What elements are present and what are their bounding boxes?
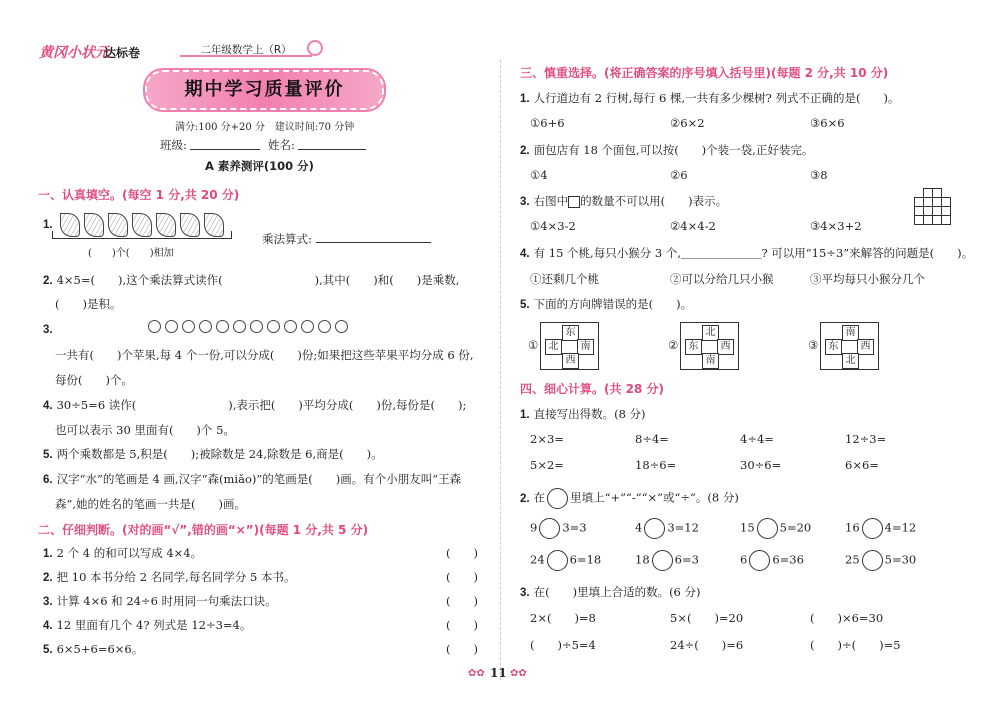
operator-item <box>635 518 699 539</box>
score-time: 满分:100 分+20 分 建议时间:70 分钟 <box>175 122 355 133</box>
q3-line2: 每份( )个。 <box>55 373 133 387</box>
q6-text: 汉字“水”的笔画是 4 画,汉字“森(miǎo)”的笔画是( )画。有个小朋友叫“王森 <box>56 472 462 486</box>
judgement-text: 2 个 4 的和可以写成 4×4。 <box>56 546 203 560</box>
apple-icon <box>165 320 178 333</box>
direction-sign <box>680 322 739 370</box>
s3-q4-number: 4. <box>520 248 530 260</box>
operator-circle[interactable] <box>757 518 778 539</box>
s3-q2-number: 2. <box>520 145 530 157</box>
direction-top: 东 <box>562 325 579 341</box>
choice-option[interactable]: ①6+6 <box>530 116 565 130</box>
grouping-bracket <box>52 231 232 239</box>
operator-item <box>530 550 601 571</box>
direction-left: 东 <box>685 339 702 355</box>
direction-sign <box>820 322 879 370</box>
judgement-text: 把 10 本书分给 2 名同学,每名同学分 5 本书。 <box>56 570 296 584</box>
s4-q1-text: 直接写出得数。(8 分) <box>533 407 646 421</box>
q5-number: 5. <box>43 449 53 461</box>
calc-item[interactable]: 6×6= <box>845 458 879 472</box>
calc-item[interactable]: 5×2= <box>530 458 564 472</box>
operand: 6 <box>740 552 748 567</box>
judgement-number: 3. <box>43 596 53 608</box>
choice-option[interactable]: ③4×3+2 <box>810 219 862 233</box>
operand-result: 5=20 <box>779 520 812 535</box>
q3-line1: 一共有( )个苹果,每 4 个一份,可以分成( )份;如果把这些苹果平均分成 6 份, <box>55 348 474 362</box>
answer-paren[interactable]: ( ) <box>446 570 478 584</box>
apple-icon <box>182 320 195 333</box>
direction-sign <box>540 322 599 370</box>
apple-icon <box>250 320 263 333</box>
q6-number: 6. <box>43 474 53 486</box>
q4-line1 <box>43 397 466 413</box>
fill-number-item[interactable]: ( )×6=30 <box>810 611 884 625</box>
q6-line1 <box>43 471 461 487</box>
judgement-number: 4. <box>43 620 53 632</box>
fill-number-item[interactable]: 24÷( )=6 <box>670 638 744 652</box>
grade-tag: 二年级数学上（R） <box>180 42 312 57</box>
s3-q3 <box>520 193 727 209</box>
s4-q2-pre: 在 <box>533 490 546 505</box>
operator-circle[interactable] <box>539 518 560 539</box>
s4-q3 <box>520 584 701 600</box>
s3-q4-text: 有 15 个桃,每只小猴分 3 个,＿＿＿＿＿＿＿? 可以用“15÷3”来解答的问题是( )。 <box>533 246 974 260</box>
calc-item[interactable]: 2×3= <box>530 432 564 446</box>
spiral-icon <box>307 40 323 56</box>
operator-item <box>845 550 916 571</box>
section2-title: 二、仔细判断。(对的画“√”,错的画“×”)(每题 1 分,共 5 分) <box>38 523 369 537</box>
apple-icon <box>233 320 246 333</box>
page-title: 期中学习质量评价 <box>184 79 345 100</box>
operator-item <box>530 518 587 539</box>
s3-q4 <box>520 245 973 261</box>
direction-left: 北 <box>545 339 562 355</box>
s3-q2 <box>520 142 813 158</box>
apple-icon <box>284 320 297 333</box>
direction-bottom: 西 <box>562 353 579 369</box>
fill-number-item[interactable]: ( )÷( )=5 <box>810 638 901 652</box>
s3-q2-text: 面包店有 18 个面包,可以按( )个装一袋,正好装完。 <box>533 143 814 157</box>
operand: 24 <box>530 552 545 567</box>
section4-title: 四、细心计算。(共 28 分) <box>520 382 665 396</box>
s3-q5 <box>520 296 692 312</box>
operand: 18 <box>635 552 650 567</box>
s4-q1 <box>520 406 646 422</box>
q6-line2: 森”,她的姓名的笔画一共是( )画。 <box>55 497 247 511</box>
square-icon <box>568 196 580 208</box>
s3-q1-text: 人行道边有 2 行树,每行 6 棵,一共有多少棵树? 列式不正确的是( )。 <box>533 91 900 105</box>
operand-result: 3=3 <box>562 520 587 535</box>
q4-text: 30÷5=6 读作( ),表示把( )平均分成( )份,每份是( ); <box>56 398 467 412</box>
s3-q5-text: 下面的方向牌错误的是( )。 <box>533 297 693 311</box>
choice-option[interactable]: ②6 <box>670 168 688 182</box>
operand: 4 <box>635 520 643 535</box>
s4-q1-number: 1. <box>520 409 530 421</box>
q1-formula-field[interactable] <box>316 230 431 243</box>
direction-right: 西 <box>717 339 734 355</box>
circle-icon <box>547 488 568 509</box>
judgement-item <box>43 617 251 633</box>
footer-ornament-left: ✿✿ <box>468 668 485 679</box>
direction-bottom: 南 <box>702 353 719 369</box>
operand: 15 <box>740 520 755 535</box>
operator-item <box>845 518 916 539</box>
grid-square <box>941 215 951 225</box>
sign-label[interactable]: ② <box>668 338 679 352</box>
q2-line1 <box>43 272 459 288</box>
q5-line <box>43 446 383 462</box>
operator-circle[interactable] <box>652 550 673 571</box>
brand-logo: 黄冈小状元 <box>39 45 109 61</box>
operand-result: 3=12 <box>667 520 699 535</box>
page-number: 11 <box>490 666 507 680</box>
subtitle: A 素养测评(100 分) <box>205 159 314 173</box>
s4-q3-number: 3. <box>520 587 530 599</box>
q3-header <box>43 322 57 336</box>
q3-number: 3. <box>43 324 53 336</box>
apple-row <box>148 318 352 333</box>
direction-top: 南 <box>842 325 859 341</box>
direction-right: 西 <box>857 339 874 355</box>
column-divider <box>500 60 501 680</box>
calc-item[interactable]: 18÷6= <box>635 458 677 472</box>
class-field[interactable] <box>190 137 260 150</box>
q4-line2: 也可以表示 30 里面有( )个 5。 <box>55 423 235 437</box>
operand-result: 4=12 <box>884 520 917 535</box>
apple-icon <box>335 320 348 333</box>
judgement-item <box>43 641 143 657</box>
calc-item[interactable]: 4÷4= <box>740 432 774 446</box>
name-field[interactable] <box>298 137 366 150</box>
s3-q1 <box>520 90 899 106</box>
answer-paren[interactable]: ( ) <box>446 546 478 560</box>
choice-option[interactable]: ①4 <box>530 168 548 182</box>
judgement-text: 计算 4×6 和 24÷6 时用同一句乘法口诀。 <box>56 594 277 608</box>
sign-label[interactable]: ③ <box>808 338 819 352</box>
choice-option[interactable]: ①4×3-2 <box>530 219 576 233</box>
s4-q2-number: 2. <box>520 492 530 505</box>
judgement-item <box>43 545 202 561</box>
operand: 9 <box>530 520 538 535</box>
apple-icon <box>199 320 212 333</box>
operator-circle[interactable] <box>862 550 883 571</box>
judgement-number: 1. <box>43 548 53 560</box>
s3-q1-number: 1. <box>520 93 530 105</box>
judgement-item <box>43 593 277 609</box>
judgement-text: 6×5+6=6×6。 <box>56 642 144 656</box>
q2-line2: ( )是积。 <box>55 297 122 311</box>
choice-option[interactable]: ③平均每只小猴分几个 <box>810 272 925 286</box>
choice-option[interactable]: ③6×6 <box>810 116 845 130</box>
apple-icon <box>267 320 280 333</box>
q2-text: 4×5=( ),这个乘法算式读作( ),其中( )和( )是乘数, <box>56 273 460 287</box>
s3-q3-pre: 右图中 <box>533 194 569 208</box>
apple-icon <box>148 320 161 333</box>
calc-item[interactable]: 30÷6= <box>740 458 782 472</box>
q4-number: 4. <box>43 400 53 412</box>
operator-item <box>635 550 699 571</box>
direction-bottom: 北 <box>842 353 859 369</box>
answer-paren[interactable]: ( ) <box>446 618 478 632</box>
s4-q3-text: 在( )里填上合适的数。(6 分) <box>533 585 701 599</box>
choice-option[interactable]: ②6×2 <box>670 116 705 130</box>
calc-item[interactable]: 12÷3= <box>845 432 887 446</box>
apple-icon <box>216 320 229 333</box>
direction-left: 东 <box>825 339 842 355</box>
operand-result: 6=18 <box>569 552 602 567</box>
judgement-number: 2. <box>43 572 53 584</box>
s4-q2 <box>520 488 739 509</box>
class-label: 班级: <box>160 138 187 152</box>
sign-label[interactable]: ① <box>528 338 539 352</box>
s4-q2-post: 里填上“+”“-”“×”或“÷”。(8 分) <box>570 490 739 505</box>
operator-circle[interactable] <box>862 518 883 539</box>
operator-circle[interactable] <box>644 518 665 539</box>
fill-number-item[interactable]: 2×( )=8 <box>530 611 596 625</box>
section3-title: 三、慎重选择。(将正确答案的序号填入括号里)(每题 2 分,共 10 分) <box>520 66 889 80</box>
direction-right: 南 <box>577 339 594 355</box>
title-banner <box>145 70 384 110</box>
judgement-text: 12 里面有几个 4? 列式是 12÷3=4。 <box>56 618 252 632</box>
operator-item <box>740 518 811 539</box>
operator-circle[interactable] <box>547 550 568 571</box>
name-label: 姓名: <box>268 138 295 152</box>
choice-option[interactable]: ②可以分给几只小猴 <box>670 272 774 286</box>
apple-icon <box>318 320 331 333</box>
s3-q3-post: 的数量不可以用( )表示。 <box>580 194 728 208</box>
choice-option[interactable]: ②4×4-2 <box>670 219 716 233</box>
operand-result: 5=30 <box>884 552 917 567</box>
answer-paren[interactable]: ( ) <box>446 642 478 656</box>
fill-number-item[interactable]: 5×( )=20 <box>670 611 744 625</box>
operator-circle[interactable] <box>749 550 770 571</box>
judgement-item <box>43 569 295 585</box>
calc-item[interactable]: 8÷4= <box>635 432 669 446</box>
footer-ornament-right: ✿✿ <box>510 668 527 679</box>
q2-number: 2. <box>43 275 53 287</box>
series-label: 达标卷 <box>104 46 141 60</box>
q1-formula-label: 乘法算式: <box>262 232 312 246</box>
operand-result: 6=3 <box>674 552 699 567</box>
operand: 25 <box>845 552 860 567</box>
operand-result: 6=36 <box>772 552 804 567</box>
choice-option[interactable]: ③8 <box>810 168 828 182</box>
q5-text: 两个乘数都是 5,积是( );被除数是 24,除数是 6,商是( )。 <box>56 447 383 461</box>
operator-item <box>740 550 804 571</box>
fill-number-item[interactable]: ( )÷5=4 <box>530 638 596 652</box>
apple-icon <box>301 320 314 333</box>
q1-number: 1. <box>43 219 53 231</box>
s3-q5-number: 5. <box>520 299 530 311</box>
operand: 16 <box>845 520 860 535</box>
judgement-number: 5. <box>43 644 53 656</box>
section1-title: 一、认真填空。(每空 1 分,共 20 分) <box>38 188 240 202</box>
direction-top: 北 <box>702 325 719 341</box>
s3-q3-number: 3. <box>520 196 530 208</box>
answer-paren[interactable]: ( ) <box>446 594 478 608</box>
choice-option[interactable]: ①还剩几个桃 <box>530 272 599 286</box>
q1-caption: ( )个( )相加 <box>88 248 174 259</box>
